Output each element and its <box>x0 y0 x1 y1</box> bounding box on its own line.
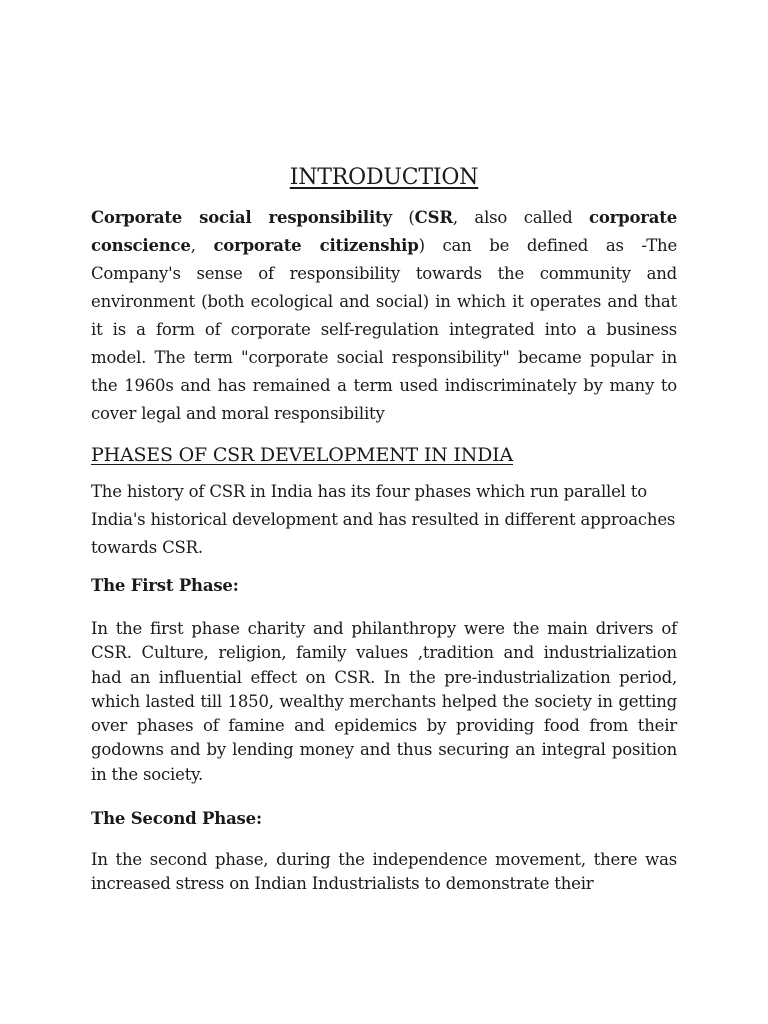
intro-also-called: , also called <box>452 208 589 227</box>
section-heading: PHASES OF CSR DEVELOPMENT IN INDIA <box>91 444 514 466</box>
first-phase-heading: The First Phase: <box>91 576 239 595</box>
page-title: INTRODUCTION <box>289 165 479 190</box>
second-phase-paragraph: In the second phase, during the independence movement, there was increased stress on Indian Industrialists to demonstrate their <box>91 850 677 894</box>
intro-paren-open: ( <box>391 208 415 227</box>
first-phase-paragraph: In the first phase charity and philanthropy were the main drivers of CSR. Culture, religion, family values ,tradition and industrialization had an influential effect on CSR. In the pre-industrialization period, which lasted till 1850, wealthy merchants helped the society in getting over phases of famine and epidemics by providing food from their godowns and by lending money and thus securing an integral position in the society. <box>91 619 677 784</box>
corporate-citizenship-term: corporate citizenship <box>213 236 419 255</box>
document-body <box>91 165 677 897</box>
intro-comma: , <box>190 236 214 255</box>
csr-term: Corporate social responsibility <box>91 208 392 227</box>
intro-definition-text: ) can be defined as -The Company's sense of responsibility towards the community and environment (both ecological and social) in which it operates and that it is a form of corporate self-regulation integrated into a business model. The term "corporate social responsibility" became popular in the 1960s and has remained a term used indiscriminately by many to cover legal and moral responsibility <box>91 236 678 423</box>
corporate-conscience-term: corporate conscience <box>91 208 677 255</box>
second-phase-heading: The Second Phase: <box>91 809 262 829</box>
history-paragraph: The history of CSR in India has its four phases which run parallel to India's historical development and has resulted in different approaches towards CSR. <box>91 482 676 557</box>
csr-abbreviation: CSR <box>414 208 453 227</box>
intro-paragraph <box>91 204 677 428</box>
